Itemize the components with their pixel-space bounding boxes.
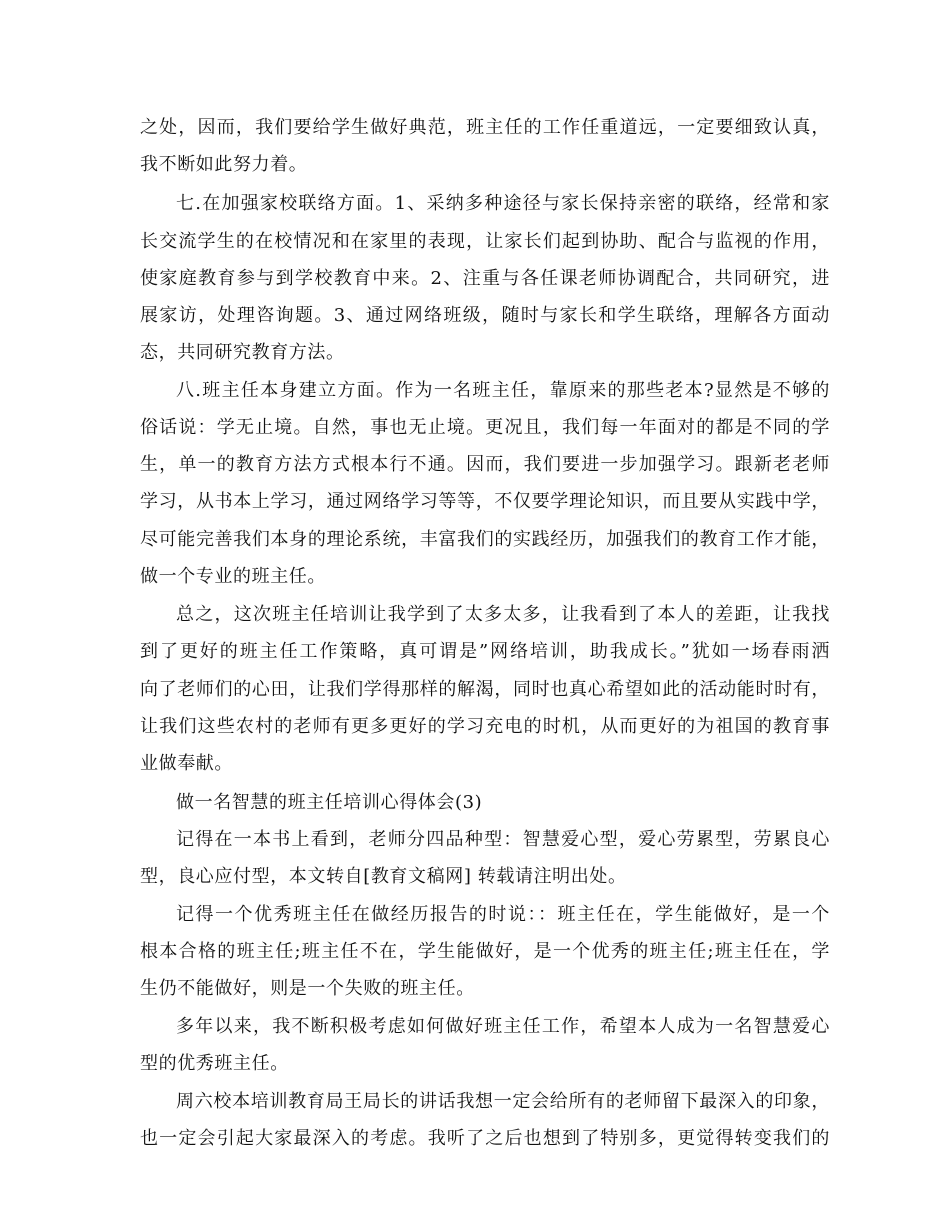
text-line: 生仍不能做好，则是一个失败的班主任。 (140, 978, 475, 999)
text-line: 使家庭教育参与到学校教育中来。2、注重与各任课老师协调配合，共同研究，进 (140, 268, 830, 289)
text-line: 让我们这些农村的老师有更多更好的学习充电的时机，从而更好的为祖国的教育事 (140, 716, 830, 737)
text-line: 到了更好的班主任工作策略，真可谓是”网络培训，助我成长。”犹如一场春雨洒 (140, 641, 830, 662)
paragraph-first-line: 记得一个优秀班主任在做经历报告的时说：：班主任在，学生能做好，是一个 (176, 904, 830, 925)
text-line: 根本合格的班主任;班主任不在，学生能做好，是一个优秀的班主任;班主任在，学 (140, 941, 830, 962)
text-line: 俗话说：学无止境。自然，事也无止境。更况且，我们每一年面对的都是不同的学 (140, 417, 830, 438)
text-line: 型，良心应付型，本文转自[教育文稿网] 转载请注明出处。 (140, 866, 627, 887)
text-line: 我不断如此努力着。 (140, 154, 308, 175)
text-line: 型的优秀班主任。 (140, 1053, 289, 1074)
text-line: 之处，因而，我们要给学生做好典范，班主任的工作任重道远，一定要细致认真， (140, 117, 830, 138)
text-line: 业做奉献。 (140, 753, 233, 774)
text-line: 尽可能完善我们本身的理论系统，丰富我们的实践经历，加强我们的教育工作才能， (140, 529, 830, 550)
text-line: 展家访，处理咨询题。3、通过网络班级，随时与家长和学生联络，理解各方面动 (140, 305, 830, 326)
text-line: 做一个专业的班主任。 (140, 566, 326, 587)
text-line: 向了老师们的心田，让我们学得那样的解渴，同时也真心希望如此的活动能时时有， (140, 679, 830, 700)
paragraph-first-line: 七.在加强家校联络方面。1、采纳多种途径与家长保持亲密的联络，经常和家 (176, 193, 830, 214)
text-line: 也一定会引起大家最深入的考虑。我听了之后也想到了特别多，更觉得转变我们的 (140, 1128, 830, 1149)
section-heading: 做一名智慧的班主任培训心得体会(3) (176, 792, 483, 813)
paragraph-first-line: 周六校本培训教育局王局长的讲话我想一定会给所有的老师留下最深入的印象， (176, 1091, 830, 1112)
text-line: 生，单一的教育方法方式根本行不通。因而，我们要进一步加强学习。跟新老老师 (140, 454, 830, 475)
paragraph-first-line: 多年以来，我不断积极考虑如何做好班主任工作，希望本人成为一名智慧爱心 (176, 1016, 830, 1037)
text-line: 学习，从书本上学习，通过网络学习等等，不仅要学理论知识，而且要从实践中学， (140, 491, 830, 512)
paragraph-first-line: 总之，这次班主任培训让我学到了太多太多，让我看到了本人的差距，让我找 (176, 604, 830, 625)
text-line: 长交流学生的在校情况和在家里的表现，让家长们起到协助、配合与监视的作用， (140, 231, 830, 252)
paragraph-first-line: 八.班主任本身建立方面。作为一名班主任，靠原来的那些老本?显然是不够的 (176, 380, 830, 401)
paragraph-first-line: 记得在一本书上看到，老师分四品种型：智慧爱心型，爱心劳累型，劳累良心 (176, 829, 830, 850)
text-line: 态，共同研究教育方法。 (140, 342, 345, 363)
